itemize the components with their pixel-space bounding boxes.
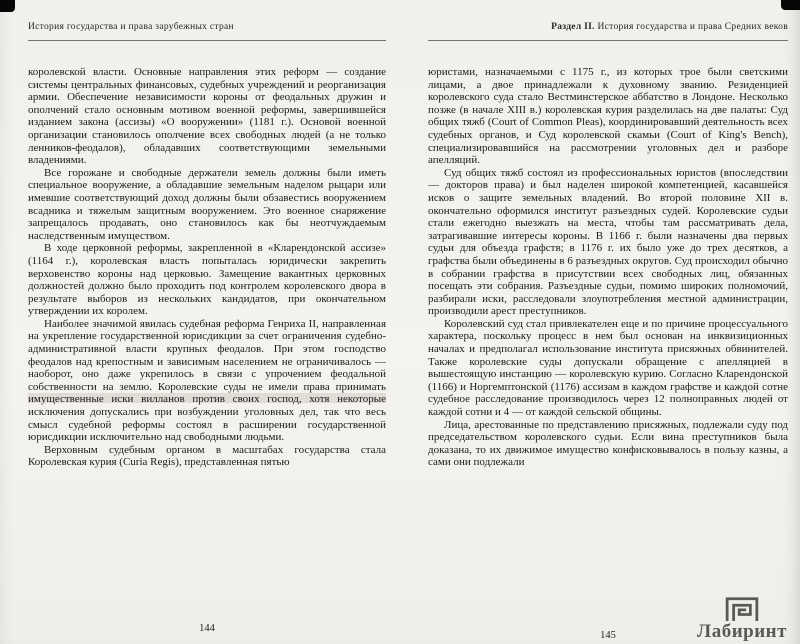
left-header-rule [28, 40, 386, 41]
paragraph: королевской власти. Основные направления этих реформ — создание системы центральных финансовых, судебных учреждений и реорганизация армии. Обеспечение независимости короны от феодальных дружин и ополчений стало основным мотивом военной реформы, завершившейся изданием закона (ассизы) «О вооружении» (1181 г.). Основой военной организации становилось ополчение всех свободных людей (а не только ленников-феодалов), обладавших соответствующими земельными владениями. [28, 66, 386, 167]
right-header-section: Раздел II. [551, 22, 595, 32]
left-page-number: 144 [199, 623, 215, 634]
paragraph: юристами, назначаемыми с 1175 г., из которых трое были светскими лицами, а двое принадлежали к духовному званию. Резиденцией королевского суда стало Вестминстерское аббатство в Лондоне. Несколько позже (в начале XIII в.) королевская курия разделилась на две палаты: Суд общих тяжб (Court of Common Pleas), координировавший деятельность всех судебных органов, и Суд королевской скамьи (Court of King's Bench), специализировавшийся на рассмотрении уголовных дел и разборе апелляций. [428, 66, 788, 167]
paragraph: Суд общих тяжб состоял из профессиональных юристов (впоследствии — докторов права) и был наделен широкой компетенцией, касавшейся исков о защите земельных владений. Во второй половине XII в. окончательно оформился институт разъездных судей. Королевские судьи стали ежегодно выезжать на места, чтобы там рассматривать дела, затрагивавшие интересы короны. В 1166 г. были назначены два первых судьи для объезда графств; в 1176 г. их было уже до трех десятков, а графства были объединены в 6 разъездных округов. Суд происходил обычно в собрании графства в присутствии всех свободных лиц, обязанных посещать эти собрания. Разъездные судьи, помимо широких полномочий, разбирали иски, расследовали злоупотребления местной администрации, производили арест преступников. [428, 166, 788, 318]
labirint-watermark [692, 595, 792, 641]
right-header-rule [428, 40, 788, 41]
paragraph: Все горожане и свободные держатели земель должны были иметь специальное вооружение, а обладавшие земельным наделом рыцари или имевшие соответствующий доход должны были обзавестись вооружением всадника и тяжелым защитным вооружением. Это военное снаряжение запрещалось продавать, оно становилось как бы неотчуждаемым наследственным имуществом. [28, 166, 386, 242]
right-page-body [428, 66, 788, 608]
watermark-label: Лабиринт [697, 621, 787, 642]
right-page [428, 22, 788, 641]
left-page [28, 22, 386, 634]
scan-corner-mark-top-left [0, 0, 15, 12]
right-page-number: 145 [600, 630, 616, 641]
paragraph: Верховным судебным органом в масштабах государства стала Королевская курия (Curia Regis), представленная пятью [28, 443, 386, 469]
paragraph: В ходе церковной реформы, закрепленной в «Кларендонской ассизе» (1164 г.), королевская власть попыталась юридически закрепить верховенство короны над церковью. Замещение вакантных церковных должностей должно было проходить под контролем королевского двора в результате выборов из нескольких кандидатов, при окончательном утверждении их королем. [28, 242, 386, 318]
right-running-header [428, 22, 788, 32]
left-running-header: История государства и права зарубежных стран [28, 22, 234, 32]
right-header-title: История государства и права Средних веков [594, 22, 788, 32]
paragraph: Королевский суд стал привлекателен еще и по причине процессуального характера, поскольку процесс в нем был основан на инквизиционных началах и предполагал использование института присяжных обвинителей. Также королевские суды допускали обращение с апелляцией в вышестоящую инстанцию — королевскую курию. Согласно Кларендонской (1166) и Норгемптонской (1176) ассизам в каждом графстве и каждой сотне судебное расследование производилось через 12 полноправных людей от каждой сотни и 4 — от каждой сельской общины. [428, 317, 788, 419]
paragraph: Наиболее значимой явилась судебная реформа Генриха II, направленная на укрепление государственной юрисдикции за счет ограничения судебно-административной власти крупных феодалов. При этом господство феодалов над крепостным и зависимым населением не ограничивалось — наоборот, оно даже укрепилось в связи с упрочением феодальной собственности на землю. Королевские суды не имели права принимать имущественные иски вилланов против своих господ, хотя некоторые исключения допускались при возбуждении уголовных дел, так что весь смысл судебной реформы состоял в расширении государственной юрисдикции исключительно над свободными людьми. [28, 317, 386, 444]
labyrinth-logo-icon [723, 595, 761, 621]
left-page-body [28, 66, 386, 608]
paragraph: Лица, арестованные по представлению присяжных, подлежали суду под председательством королевского судьи. Если вина преступников была доказана, то их движимое имущество конфисковывалось в пользу казны, а сами они подлежали [428, 418, 788, 469]
scan-corner-mark-top-right [781, 0, 800, 10]
